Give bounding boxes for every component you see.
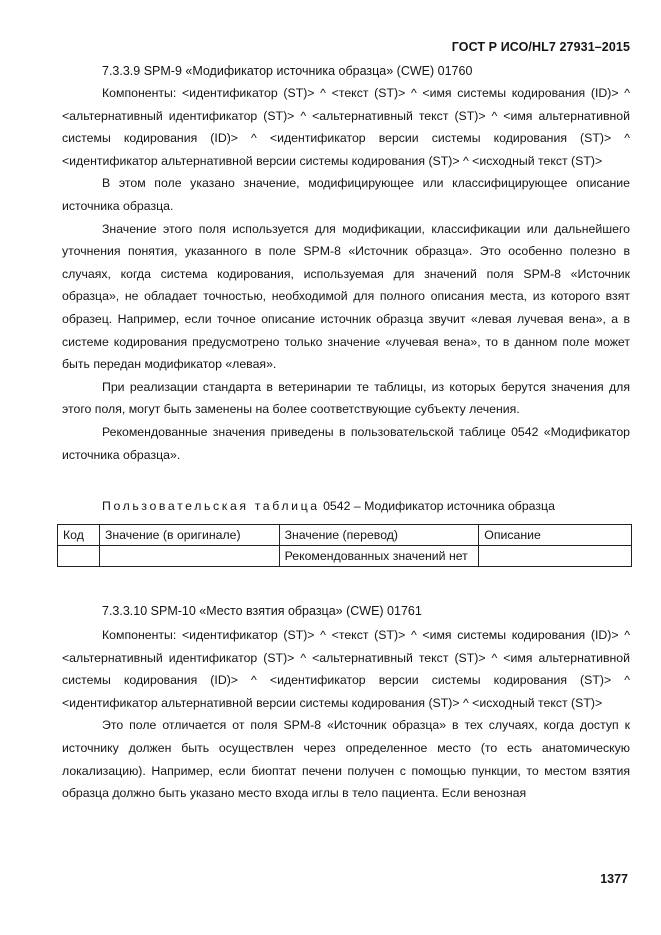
section-heading-spm10: 7.3.3.10 SPM-10 «Место взятия образца» (CWE) 01761 [102, 604, 422, 618]
page-number: 1377 [600, 872, 628, 886]
table-row [58, 546, 632, 567]
body-paragraph: Это поле отличается от поля SPM-8 «Источник образца» в тех случаях, когда доступ к источнику должен быть осуществлен через определенное место (то есть анатомическую локализацию). Например, если биоптат печени получен с помощью пункции, то местом взятия образца должно быть указано место входа иглы в тело пациента. Если венозная [62, 718, 630, 801]
body-paragraph: Значение этого поля используется для модификации, классификации или дальнейшего уточнения понятия, указанного в поле SPM-8 «Источник образца». Это особенно полезно в случаях, когда система кодирования, используемая для значений поля SPM-8 «Источник образца», не обладает точностью, необходимой для полного описания места, из которого взят образец. Например, если точное описание источник образца звучит «левая лучевая вена», а в системе кодирования предусмотрено только значение «лучевая вена», то в данном поле может быть передан модификатор «левая». [62, 221, 630, 372]
components-paragraph: Компоненты: <идентификатор (ST)> ^ <текст (ST)> ^ <имя системы кодирования (ID)> ^ <альтернативный идентификатор (ST)> ^ <альтернативный текст (ST)> ^ <имя альтернативной системы кодирования (ID)> ^ <идентификатор версии системы кодирования (ST)> ^ <идентификатор альтернативной версии системы кодирования (ST)> ^ <исходный текст (ST)> [62, 628, 630, 710]
body-paragraph: При реализации стандарта в ветеринарии те таблицы, из которых берутся значения для этого поля, могут быть заменены на более соответствующие субъекту лечения. [62, 379, 630, 417]
section-spm10-body [62, 624, 630, 805]
column-header-original-value: Значение (в оригинале) [99, 525, 279, 546]
section-spm9-body [62, 82, 630, 466]
section-heading-spm9: 7.3.3.9 SPM-9 «Модификатор источника образца» (CWE) 01760 [102, 64, 473, 78]
components-paragraph: Компоненты: <идентификатор (ST)> ^ <текст (ST)> ^ <имя системы кодирования (ID)> ^ <альтернативный идентификатор (ST)> ^ <альтернативный текст (ST)> ^ <имя альтернативной системы кодирования (ID)> ^ <идентификатор версии системы кодирования (ST)> ^ <идентификатор альтернативной версии системы кодирования (ST)> ^ <исходный текст (ST)> [62, 86, 630, 168]
table-cell [58, 546, 100, 567]
table-caption [102, 499, 555, 513]
table-caption-prefix: Пользовательская таблица [102, 499, 320, 513]
standard-header: ГОСТ Р ИСО/HL7 27931–2015 [451, 40, 630, 54]
body-paragraph: Рекомендованные значения приведены в пользовательской таблице 0542 «Модификатор источника образца». [62, 424, 630, 462]
table-header-row [58, 525, 632, 546]
table-caption-title: 0542 – Модификатор источника образца [323, 499, 555, 513]
column-header-code: Код [58, 525, 100, 546]
column-header-description: Описание [479, 525, 632, 546]
table-cell: Рекомендованных значений нет [279, 546, 479, 567]
body-paragraph: В этом поле указано значение, модифицирующее или классифицирующее описание источника образца. [62, 176, 630, 213]
table-cell [99, 546, 279, 567]
table-cell [479, 546, 632, 567]
column-header-translated-value: Значение (перевод) [279, 525, 479, 546]
modifier-table [57, 524, 632, 567]
